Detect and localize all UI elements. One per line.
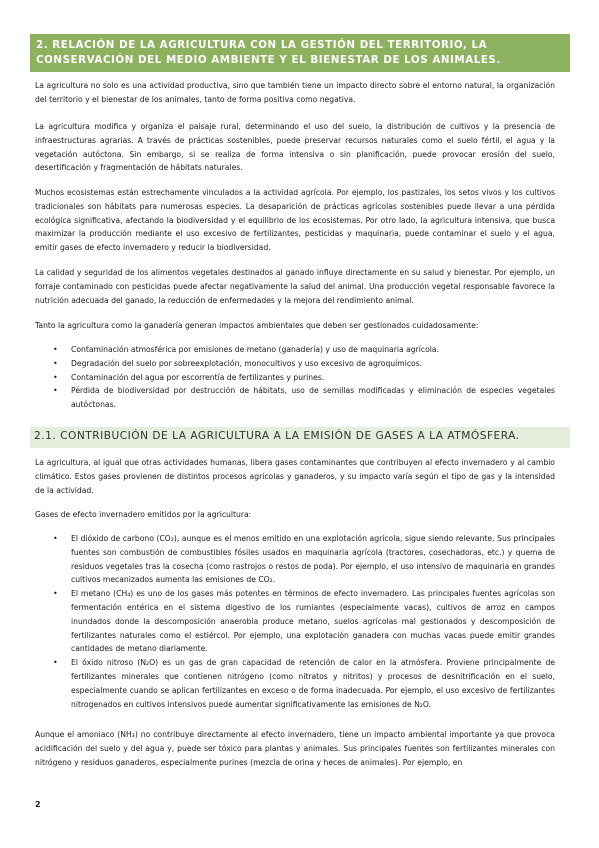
list-item: • Pérdida de biodiversidad por destrucción de hábitats, uso de semillas modificadas y eliminación de especies vegetales autóctonas. [53, 386, 555, 410]
intro-paragraph-2: La agricultura modifica y organiza el paisaje rural, determinando el uso del suelo, la distribución de cultivos y la presencia de infraestructuras agrarias. A través de prácticas sostenibles, puede preservar recursos naturales como el suelo fértil, el agua y la vegetación autóctona. Sin embargo, si se realiza de forma intensiva o sin planificación, puede provocar erosión del suelo, desertificación y fragmentación de hábitats naturales. [35, 122, 555, 173]
ammonia-paragraph: Aunque el amoniaco (NH₃) no contribuye directamente al efecto invernadero, tiene un impacto ambiental importante ya que provoca acidificación del suelo y del agua y, puede ser tóxico para plantas y animales. Sus principales fuentes son fertilizantes minerales con nitrógeno y residuos ganaderos, especialmente purines (mezcla de orina y heces de animales). Por ejemplo, en [35, 730, 555, 767]
bullet-icon: • [53, 658, 58, 668]
page-number: 2 [35, 800, 41, 809]
impacts-list [35, 343, 555, 412]
list-item: • El dióxido de carbono (CO₂), aunque es el menos emitido en una explotación agrícola, sigue siendo relevante. Sus principales fuentes son combustión de combustibles fósiles usados en maquinaria agrícola (tractores, cosechadoras, etc.) y quema de residuos vegetales tras la cosecha (como rastrojos o restos de poda). Por ejemplo, el uso intensivo de maquinaria en grandes cultivos mecanizados aumenta las emisiones de CO₂. [53, 534, 555, 585]
section-heading: 2. RELACIÓN DE LA AGRICULTURA CON LA GESTIÓN DEL TERRITORIO, LA CONSERVACIÓN DEL MEDIO AMBIENTE Y EL BIENESTAR DE LOS ANIMALES. [30, 34, 570, 72]
intro-paragraph-4: La calidad y seguridad de los alimentos vegetales destinados al ganado influye directamente en su salud y bienestar. Por ejemplo, un forraje contaminado con pesticidas puede afectar negativamente la salud del animal. Una producción vegetal responsable favorece la nutrición adecuada del ganado, la reducción de enfermedades y la mejora del rendimiento animal. [35, 268, 555, 305]
list-item: • El metano (CH₄) es uno de los gases más potentes en términos de efecto invernadero. Las principales fuentes agrícolas son fermentación entérica en el sistema digestivo de los rumiantes (especialmente vacas), cultivos de arroz en campos inundados donde la descomposición anaerobia produce metano, suelos agrícolas mal gestionados y descomposición de fertilizantes naturales como el estiércol. Por ejemplo, una explotación ganadera con muchas vacas puede emitir grandes cantidades de metano diariamente. [53, 589, 555, 654]
bullet-icon: • [53, 534, 58, 543]
intro-paragraph-5: Tanto la agricultura como la ganadería generan impactos ambientales que deben ser gestionados cuidadosamente: [35, 321, 479, 330]
list-item: • El óxido nitroso (N₂O) es un gas de gran capacidad de retención de calor en la atmósfera. Proviene principalmente de fertilizantes minerales que contienen nitrógeno (como nitratos y nitritos) y procesos de desnitrificación en el suelo, especialmente cuando se aplican fertilizantes en exceso o de forma inadecuada. Por ejemplo, el uso excesivo de fertilizantes nitrogenados en cultivos intensivos puede aumentar significativamente las emisiones de N₂O. [53, 658, 555, 709]
bullet-icon: • [53, 345, 58, 354]
list-item: • Degradación del suelo por sobreexplotación, monocultivos y uso excesivo de agroquímicos. [35, 357, 555, 371]
gases-list [35, 532, 555, 711]
intro-paragraph-3: Muchos ecosistemas están estrechamente vinculados a la actividad agrícola. Por ejemplo, los pastizales, los setos vivos y los cultivos tradicionales son hábitats para numerosas especies. La desaparición de prácticas agrícolas sostenibles puede llevar a una pérdida ecológica significativa, afectando la biodiversidad y el equilibrio de los ecosistemas. Por otro lado, la agricultura intensiva, que busca maximizar la producción mediante el uso excesivo de fertilizantes, pesticidas y maquinaria, puede contaminar el suelo y el agua, emitir gases de efecto invernadero y reducir la biodiversidad. [35, 188, 555, 253]
intro-paragraph-1: La agricultura no solo es una actividad productiva, sino que también tiene un impacto directo sobre el entorno natural, la organización del territorio y el bienestar de los animales, tanto de forma positiva como negativa. [35, 81, 555, 104]
bullet-icon: • [53, 589, 58, 599]
list-item: • Contaminación atmosférica por emisiones de metano (ganadería) y uso de maquinaria agrícola. [35, 343, 555, 357]
list-item: • Contaminación del agua por escorrentía de fertilizantes y purines. [35, 371, 555, 385]
bullet-icon: • [53, 386, 58, 396]
gases-title: Gases de efecto invernadero emitidos por la agricultura: [35, 510, 252, 519]
bullet-icon: • [53, 358, 58, 368]
subsection-intro: La agricultura, al igual que otras actividades humanas, libera gases contaminantes que contribuyen al efecto invernadero y al cambio climático. Estos gases provienen de distintos procesos agrícolas y ganaderos, y su impacto varía según el tipo de gas y la intensidad de la actividad. [35, 458, 555, 495]
bullet-icon: • [53, 372, 58, 382]
subsection-heading: 2.1. CONTRIBUCIÓN DE LA AGRICULTURA A LA EMISIÓN DE GASES A LA ATMÓSFERA. [30, 427, 570, 448]
